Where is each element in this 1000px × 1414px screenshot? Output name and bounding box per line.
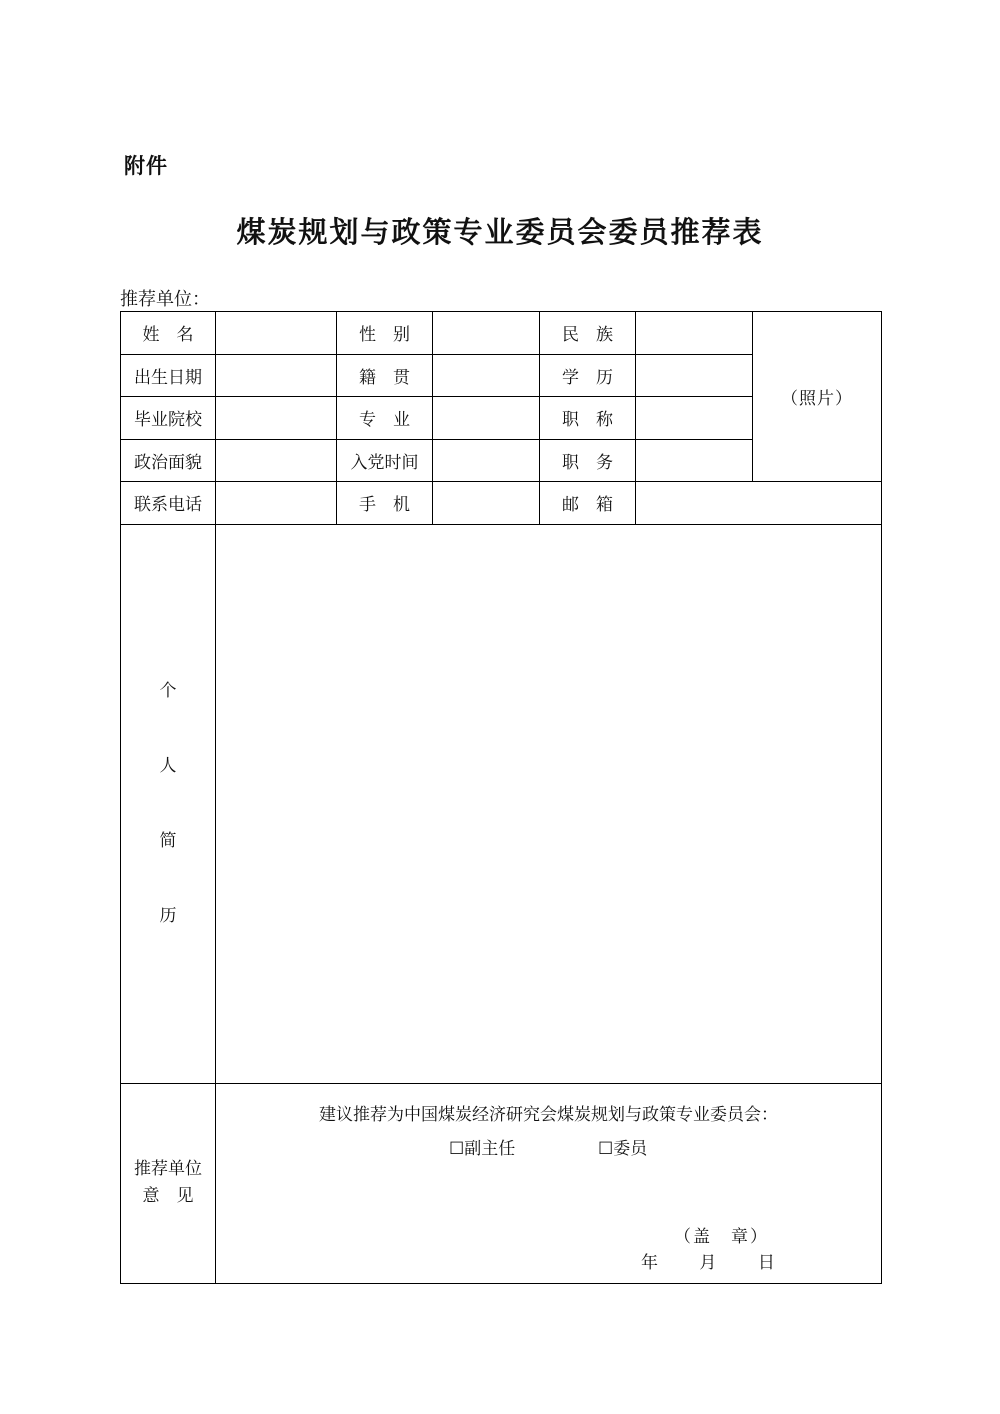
table-row (121, 524, 882, 1083)
political-status-field[interactable] (216, 439, 337, 482)
birth-date-field[interactable] (216, 354, 337, 397)
phone-label: 联系电话 (121, 482, 216, 525)
year-label: 年 (641, 1252, 658, 1273)
recommending-unit-label: 推荐单位： (120, 289, 210, 310)
resume-char: 简 (159, 830, 177, 851)
photo-box[interactable]: （照片） (753, 312, 882, 482)
ethnicity-label: 民 族 (540, 312, 636, 355)
email-field[interactable] (636, 482, 882, 525)
email-label: 邮 箱 (540, 482, 636, 525)
position-label: 职 务 (540, 439, 636, 482)
vice-director-checkbox[interactable]: ☐副主任 (449, 1138, 516, 1159)
position-field[interactable] (636, 439, 753, 482)
resume-char: 个 (159, 680, 177, 701)
resume-field[interactable] (216, 524, 882, 1083)
phone-field[interactable] (216, 482, 337, 525)
opinion-label-line: 意 见 (142, 1186, 194, 1206)
month-label: 月 (699, 1252, 717, 1273)
page-title: 煤炭规划与政策专业委员会委员推荐表 (236, 215, 764, 249)
resume-label (121, 524, 216, 1083)
major-field[interactable] (433, 397, 540, 440)
native-place-field[interactable] (433, 354, 540, 397)
member-checkbox[interactable]: ☐委员 (598, 1138, 648, 1159)
seal-label: （盖 章） (674, 1226, 769, 1247)
education-field[interactable] (636, 354, 753, 397)
gender-label: 性 别 (337, 312, 433, 355)
opinion-text: 建议推荐为中国煤炭经济研究会煤炭规划与政策专业委员会： (319, 1104, 778, 1125)
ethnicity-field[interactable] (636, 312, 753, 355)
opinion-label-line: 推荐单位 (134, 1158, 202, 1179)
party-join-date-field[interactable] (433, 439, 540, 482)
table-row (121, 1083, 882, 1283)
opinion-field (216, 1083, 882, 1283)
school-label: 毕业院校 (121, 397, 216, 440)
recommendation-form (120, 311, 882, 1284)
date-line (641, 1248, 775, 1273)
resume-char: 人 (159, 755, 177, 776)
table-row (121, 482, 882, 525)
opinion-label (121, 1083, 216, 1283)
title-field[interactable] (636, 397, 753, 440)
mobile-field[interactable] (433, 482, 540, 525)
education-label: 学 历 (540, 354, 636, 397)
gender-field[interactable] (433, 312, 540, 355)
table-row (121, 312, 882, 355)
name-label: 姓 名 (121, 312, 216, 355)
political-status-label: 政治面貌 (121, 439, 216, 482)
mobile-label: 手 机 (337, 482, 433, 525)
title-label: 职 称 (540, 397, 636, 440)
resume-char: 历 (159, 905, 177, 926)
attachment-label: 附件 (124, 154, 168, 178)
day-label: 日 (757, 1252, 775, 1273)
school-field[interactable] (216, 397, 337, 440)
party-join-date-label: 入党时间 (337, 439, 433, 482)
major-label: 专 业 (337, 397, 433, 440)
name-field[interactable] (216, 312, 337, 355)
birth-date-label: 出生日期 (121, 354, 216, 397)
native-place-label: 籍 贯 (337, 354, 433, 397)
